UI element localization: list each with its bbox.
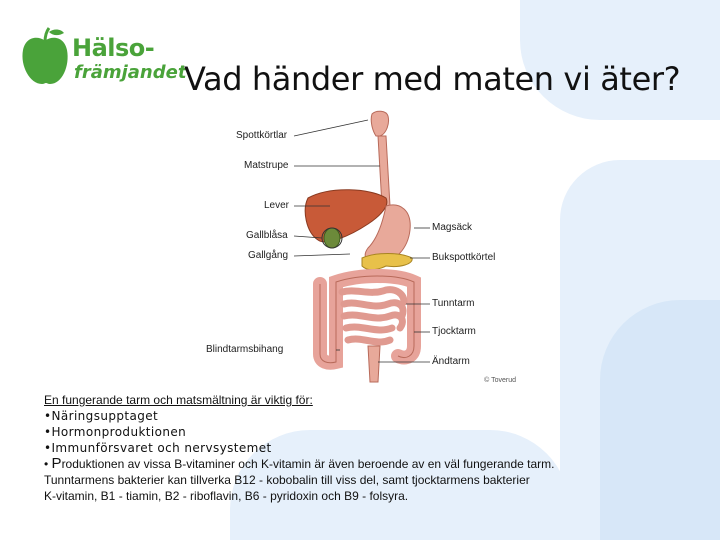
page-title: Vad händer med maten vi äter? — [184, 60, 681, 98]
label-bukspottkortel: Bukspottkörtel — [432, 252, 496, 263]
paragraph-line-2: K-vitamin, B1 - tiamin, B2 - riboflavin, B6 - pyridoxin och B9 - folsyra. — [44, 489, 409, 503]
digestive-system-diagram — [200, 106, 524, 388]
label-gallblasa: Gallblåsa — [246, 230, 288, 241]
bullet-naringsupptaget: •Näringsupptaget — [44, 409, 159, 423]
logo-text-framjandet: främjandet — [74, 62, 187, 83]
copyright-note: © Toverud — [484, 377, 516, 384]
label-spottkortlar: Spottkörtlar — [236, 130, 288, 141]
logo-text-halso: Hälso- — [72, 34, 155, 62]
label-lever: Lever — [264, 200, 290, 211]
bullet-vitamins-text: roduktionen av vissa B-vitaminer och K-vitamin är även beroende av en väl fungerande tarm. — [61, 457, 555, 471]
label-gallgang: Gallgång — [248, 250, 289, 261]
bullet-marker: • — [44, 457, 52, 471]
label-tunntarm: Tunntarm — [432, 298, 475, 309]
apple-logo-icon — [20, 26, 70, 88]
label-blindtarmsbihang: Blindtarmsbihang — [206, 344, 284, 355]
bullet-hormonproduktionen: •Hormonproduktionen — [44, 425, 187, 439]
intro-line: En fungerande tarm och matsmältning är viktig för: — [44, 393, 313, 407]
label-magsack: Magsäck — [432, 222, 473, 233]
bullet-lead-letter: P — [51, 455, 62, 472]
label-andtarm: Ändtarm — [432, 356, 470, 367]
bullet-vitamins — [44, 456, 704, 472]
paragraph-line-1: Tunntarmens bakterier kan tillverka B12 - kobobalin till viss del, samt tjocktarmens bakterier — [44, 473, 530, 487]
label-tjocktarm: Tjocktarm — [432, 326, 476, 337]
body-text — [44, 392, 704, 504]
bullet-immunforsvaret: •Immunförsvaret och nervsystemet — [44, 441, 272, 455]
label-matstrupe: Matstrupe — [244, 160, 289, 171]
